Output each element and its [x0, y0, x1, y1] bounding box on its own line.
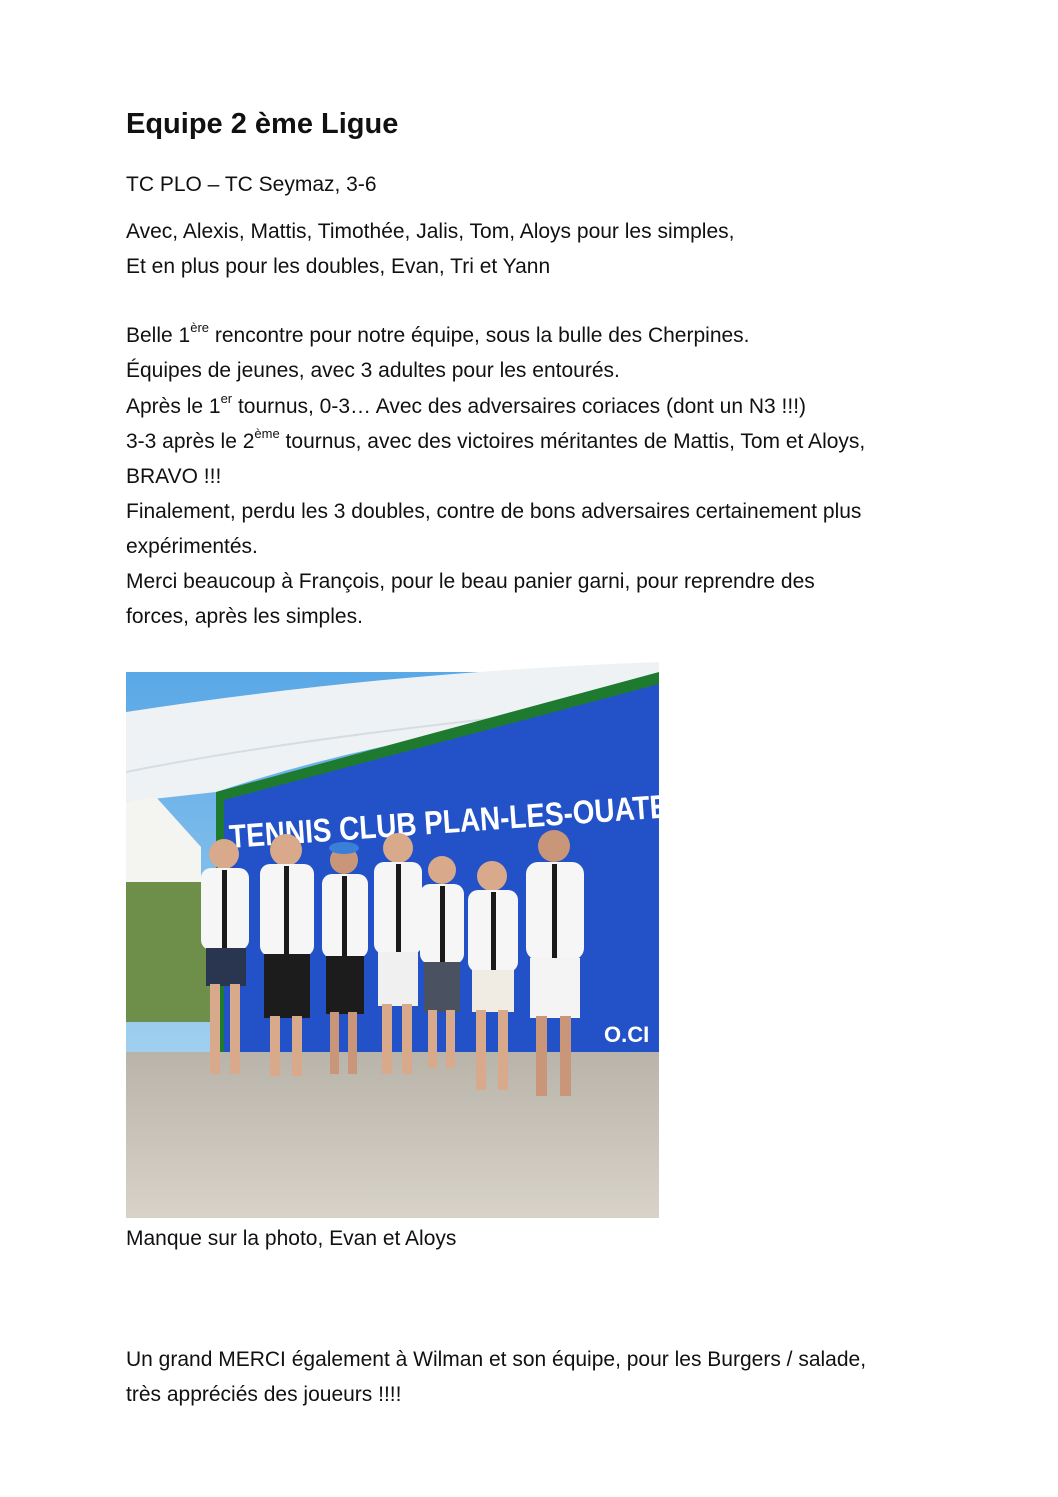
report-line-2: Équipes de jeunes, avec 3 adultes pour les entourés.	[126, 359, 620, 382]
report-line-9: forces, après les simples.	[126, 605, 363, 628]
report-line-5: BRAVO !!!	[126, 465, 222, 488]
team-photo	[126, 672, 750, 1218]
report-line-4: 3-3 après le 2ème tournus, avec des victoires méritantes de Mattis, Tom et Aloys,	[126, 426, 866, 453]
thanks-line-1: Un grand MERCI également à Wilman et son équipe, pour les Burgers / salade,	[126, 1348, 867, 1371]
banner-fragment: O.CI	[604, 1022, 650, 1047]
match-result: TC PLO – TC Seymaz, 3-6	[126, 173, 377, 196]
thanks-line-2: très appréciés des joueurs !!!!	[126, 1383, 402, 1406]
photo-caption: Manque sur la photo, Evan et Aloys	[126, 1227, 457, 1250]
players-doubles: Et en plus pour les doubles, Evan, Tri et Yann	[126, 255, 551, 278]
report-line-6: Finalement, perdu les 3 doubles, contre de bons adversaires certainement plus	[126, 500, 862, 523]
page-title: Equipe 2 ème Ligue	[126, 108, 399, 140]
players-simples: Avec, Alexis, Mattis, Timothée, Jalis, Tom, Aloys pour les simples,	[126, 220, 735, 243]
report-line-8: Merci beaucoup à François, pour le beau panier garni, pour reprendre des	[126, 570, 815, 593]
report-line-7: expérimentés.	[126, 535, 258, 558]
report-line-3: Après le 1er tournus, 0-3… Avec des adversaires coriaces (dont un N3 !!!)	[126, 391, 807, 418]
report-line-1: Belle 1ère rencontre pour notre équipe, sous la bulle des Cherpines.	[126, 320, 750, 347]
banner-text: TENNIS CLUB PLAN-LES-OUATE	[227, 781, 750, 855]
